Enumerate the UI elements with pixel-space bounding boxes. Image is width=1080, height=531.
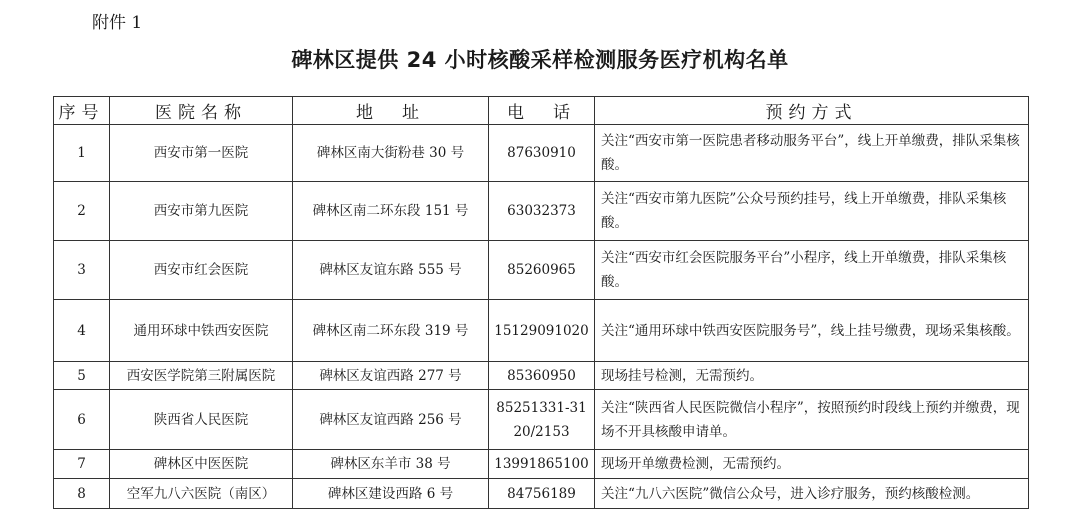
hospital-table bbox=[53, 96, 1029, 509]
cell-hospital: 空军九八六医院（南区） bbox=[110, 479, 293, 509]
cell-no: 7 bbox=[54, 450, 110, 479]
table-header-row bbox=[54, 97, 1029, 125]
cell-phone: 85260965 bbox=[489, 241, 595, 300]
cell-booking: 关注“西安市红会医院服务平台”小程序，线上开单缴费，排队采集核酸。 bbox=[595, 241, 1029, 300]
cell-booking: 现场开单缴费检测，无需预约。 bbox=[595, 450, 1029, 479]
table-row bbox=[54, 390, 1029, 450]
cell-address: 碑林区南二环东段 151 号 bbox=[293, 182, 489, 241]
cell-address: 碑林区友谊西路 277 号 bbox=[293, 362, 489, 390]
cell-phone: 63032373 bbox=[489, 182, 595, 241]
attachment-label: 附件 1 bbox=[92, 13, 143, 33]
document-title: 碑林区提供 24 小时核酸采样检测服务医疗机构名单 bbox=[291, 48, 789, 72]
cell-phone: 13991865100 bbox=[489, 450, 595, 479]
cell-no: 6 bbox=[54, 390, 110, 450]
cell-no: 8 bbox=[54, 479, 110, 509]
cell-no: 2 bbox=[54, 182, 110, 241]
cell-hospital: 通用环球中铁西安医院 bbox=[110, 300, 293, 362]
cell-phone: 85251331-3120/2153 bbox=[489, 390, 595, 450]
cell-booking: 关注“九八六医院”微信公众号，进入诊疗服务，预约核酸检测。 bbox=[595, 479, 1029, 509]
header-address: 地 址 bbox=[293, 97, 489, 125]
table-row bbox=[54, 300, 1029, 362]
cell-no: 4 bbox=[54, 300, 110, 362]
cell-booking: 现场挂号检测，无需预约。 bbox=[595, 362, 1029, 390]
cell-hospital: 西安医学院第三附属医院 bbox=[110, 362, 293, 390]
cell-hospital: 西安市红会医院 bbox=[110, 241, 293, 300]
cell-hospital: 碑林区中医医院 bbox=[110, 450, 293, 479]
cell-address: 碑林区友谊西路 256 号 bbox=[293, 390, 489, 450]
cell-phone: 85360950 bbox=[489, 362, 595, 390]
cell-booking: 关注“陕西省人民医院微信小程序”，按照预约时段线上预约并缴费，现场不开具核酸申请单。 bbox=[595, 390, 1029, 450]
cell-phone: 15129091020 bbox=[489, 300, 595, 362]
header-phone: 电 话 bbox=[489, 97, 595, 125]
table-row bbox=[54, 182, 1029, 241]
cell-no: 5 bbox=[54, 362, 110, 390]
table-row bbox=[54, 362, 1029, 390]
cell-phone: 87630910 bbox=[489, 125, 595, 182]
cell-no: 3 bbox=[54, 241, 110, 300]
cell-hospital: 陕西省人民医院 bbox=[110, 390, 293, 450]
cell-address: 碑林区南二环东段 319 号 bbox=[293, 300, 489, 362]
cell-no: 1 bbox=[54, 125, 110, 182]
cell-address: 碑林区东羊市 38 号 bbox=[293, 450, 489, 479]
table-row bbox=[54, 450, 1029, 479]
cell-booking: 关注“通用环球中铁西安医院服务号”，线上挂号缴费，现场采集核酸。 bbox=[595, 300, 1029, 362]
table-row bbox=[54, 125, 1029, 182]
header-booking: 预约方式 bbox=[595, 97, 1029, 125]
table-row bbox=[54, 241, 1029, 300]
cell-address: 碑林区友谊东路 555 号 bbox=[293, 241, 489, 300]
cell-booking: 关注“西安市第一医院患者移动服务平台”，线上开单缴费，排队采集核酸。 bbox=[595, 125, 1029, 182]
cell-address: 碑林区南大街粉巷 30 号 bbox=[293, 125, 489, 182]
cell-hospital: 西安市第一医院 bbox=[110, 125, 293, 182]
cell-address: 碑林区建设西路 6 号 bbox=[293, 479, 489, 509]
header-hospital: 医院名称 bbox=[110, 97, 293, 125]
cell-phone: 84756189 bbox=[489, 479, 595, 509]
cell-hospital: 西安市第九医院 bbox=[110, 182, 293, 241]
header-no: 序号 bbox=[54, 97, 110, 125]
cell-booking: 关注“西安市第九医院”公众号预约挂号，线上开单缴费，排队采集核酸。 bbox=[595, 182, 1029, 241]
table-row bbox=[54, 479, 1029, 509]
